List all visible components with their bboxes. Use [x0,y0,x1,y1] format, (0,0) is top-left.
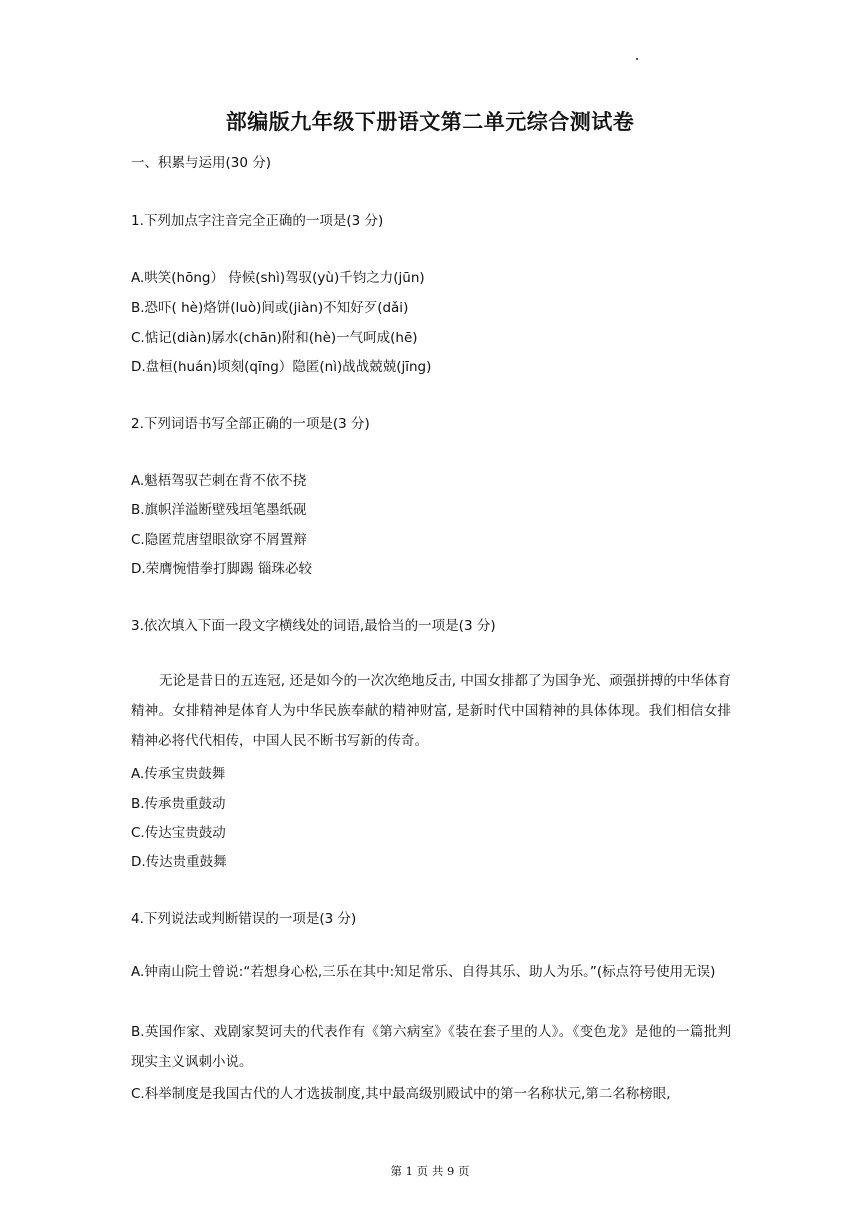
question-1-option-d: D.盘桓(huán)顷刻(qīng）隐匿(nì)战战兢兢(jīng) [131,359,432,375]
question-3-option-b: B.传承贵重鼓动 [131,796,226,812]
question-2-stem: 2.下列词语书写全部正确的一项是(3 分) [131,416,370,432]
question-1-option-b: B.恐吓( hè)烙饼(luò)间或(jiàn)不知好歹(dǎi) [131,300,409,316]
question-1-option-c: C.惦记(diàn)孱水(chān)附和(hè)一气呵成(hē) [131,330,418,346]
section-heading: 一、积累与运用(30 分) [131,155,272,171]
question-3-option-a: A.传承宝贵鼓舞 [131,766,226,782]
question-3-passage: 无论是昔日的五连冠, 还是如今的一次次绝地反击, 中国女排都了为国争光、顽强拼搏的中华体育精神。女排精神是体育人为中华民族奉献的精神财富, 是新时代中国精神的具体体现。我们相信女排精神必将代代相传，中国人民不断书写新的传奇。 [131,673,731,749]
question-4-option-b: B.英国作家、戏剧家契诃夫的代表作有《第六病室》《装在套子里的人》。《变色龙》是他的一篇批判现实主义讽刺小说。 [131,1024,731,1070]
question-1-option-a: A.哄笑(hōng） 侍候(shì)驾驭(yù)千钧之力(jūn) [131,270,425,286]
question-3-stem: 3.依次填入下面一段文字横线处的词语,最恰当的一项是(3 分) [131,618,496,634]
question-2-option-c: C.隐匿荒唐望眼欲穿不屑置辩 [131,532,307,548]
header-mark [636,58,638,60]
question-1-stem: 1.下列加点字注音完全正确的一项是(3 分) [131,213,384,229]
page-footer: 第 1 页 共 9 页 [390,1164,470,1178]
question-2-option-a: A.魁梧驾驭芒刺在背不依不挠 [131,473,307,489]
question-4-option-c: C.科举制度是我国古代的人才选拔制度,其中最高级别殿试中的第一名称状元,第二名称榜眼, [131,1086,671,1102]
question-4-option-a: A.钟南山院士曾说:“若想身心松,三乐在其中:知足常乐、自得其乐、助人为乐。”(标点符号使用无误) [131,964,716,980]
question-3-option-d: D.传达贵重鼓舞 [131,854,227,870]
page-title: 部编版九年级下册语文第二单元综合测试卷 [225,110,635,134]
question-3-option-c: C.传达宝贵鼓动 [131,825,226,841]
question-4-stem: 4.下列说法或判断错误的一项是(3 分) [131,911,357,927]
question-2-option-b: B.旗帜洋溢断壁残垣笔墨纸砚 [131,502,307,518]
question-2-option-d: D.荣膺惋惜拳打脚踢 锱珠必较 [131,561,312,577]
